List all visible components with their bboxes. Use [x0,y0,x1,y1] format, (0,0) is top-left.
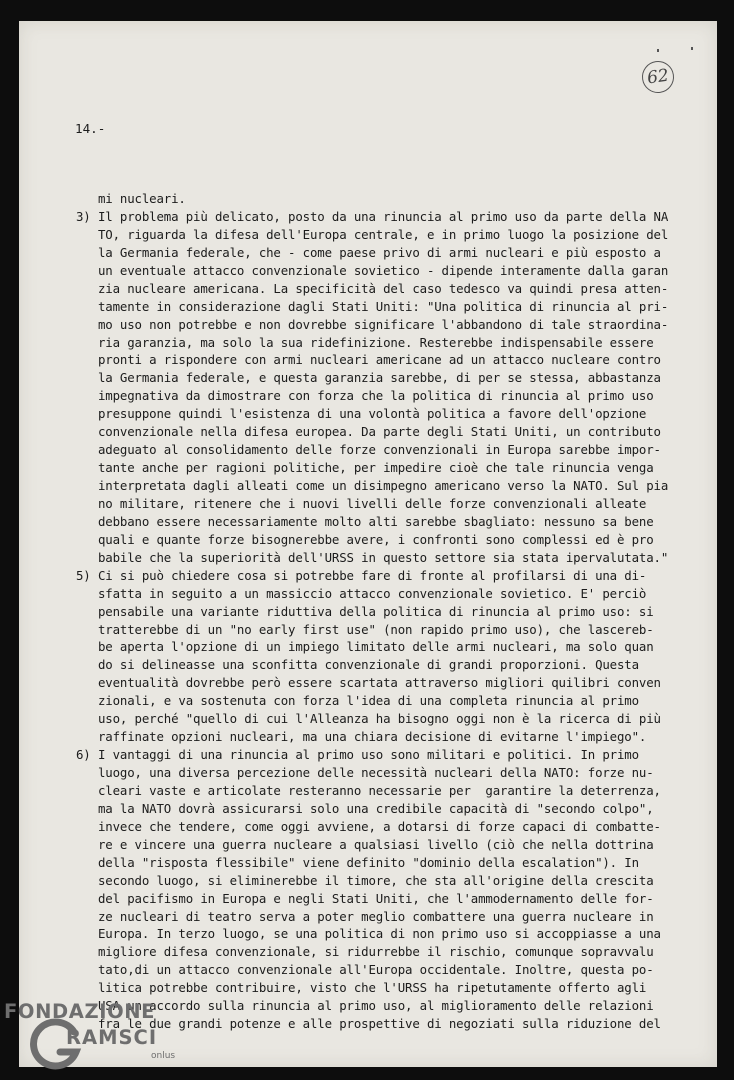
watermark-line-2: RAMSCI [66,1026,158,1049]
line-text: adeguato al consolidamento delle forze convenzionali in Europa sarebbe impor- [98,442,661,458]
line-text: la Germania federale, che - come paese privo di armi nucleari e più esposto a [98,244,661,260]
text-line [76,764,654,782]
text-line [76,638,654,656]
text-line [76,800,654,818]
archive-number-stamp: 62 [640,59,676,95]
text-line [76,908,654,926]
text-line [76,441,661,459]
text-line [76,226,669,244]
text-line [76,728,647,746]
text-line [76,746,639,764]
text-line [76,513,654,531]
text-line [76,423,661,441]
text-line [76,405,647,423]
line-text: cleari vaste e articolate resteranno necessarie per garantire la deterrenza, [98,782,661,798]
fondazione-gramsci-watermark [4,998,194,1078]
line-text: ma la NATO dovrà assicurarsi solo una credibile capacità di "secondo colpo", [98,800,654,816]
text-line [76,531,654,549]
line-text: fra le due grandi potenze e alle prospettive di negoziati sulla riduzione del [98,1016,661,1032]
line-text: TO, riguarda la difesa dell'Europa centrale, e in primo luogo la posizione del [98,226,669,242]
line-text: Ci si può chiedere cosa si potrebbe fare di fronte al profilarsi di una di- [98,567,647,583]
text-line [76,334,654,352]
text-line [76,387,654,405]
watermark-line-1: FONDAZIONE [4,1000,156,1023]
text-line [76,710,661,728]
text-line [76,585,647,603]
text-line [76,782,661,800]
paper-speck [657,49,659,52]
text-line [76,190,636,208]
text-line [76,656,639,674]
text-line [76,854,639,872]
line-text: tamente in considerazione dagli Stati Uniti: "Una politica di rinuncia al pri- [98,298,669,314]
line-text: no militare, ritenere che i nuovi livelli delle forze convenzionali alleate [98,495,647,511]
paragraph-number: 5) [76,567,91,583]
line-text: ze nucleari di teatro serva a poter meglio combattere una guerra nucleare in [98,908,654,924]
watermark-line-3: onlus [151,1051,176,1061]
line-text: do si delineasse una sconfitta convenzionale di grandi proporzioni. Questa [98,657,639,673]
text-line [76,836,654,854]
line-text: sfatta in seguito a un massiccio attacco convenzionale sovietico. E' perciò [98,585,647,601]
line-text: debbano essere necessariamente molto alti sarebbe sbagliato: nessuno sa bene [98,513,654,529]
text-line [76,477,669,495]
text-line [76,925,661,943]
line-text: tratterebbe di un "no early first use" (non rapido primo uso), che lascereb- [98,621,654,637]
line-text: litica potrebbe contribuire, visto che l'URSS ha ripetutamente offerto agli [98,980,647,996]
line-text: tato,di un attacco convenzionale all'Europa occidentale. Inoltre, questa po- [98,962,654,978]
line-text: Il problema più delicato, posto da una rinuncia al primo uso da parte della NA [98,208,669,224]
text-line [76,943,654,961]
line-text: be aperta l'opzione di un impiego limitato delle armi nucleari, ma solo quan [98,639,654,655]
text-line [76,818,661,836]
line-text: babile che la superiorità dell'URSS in questo settore sia stata ipervalutata." [98,549,669,565]
line-text: secondo luogo, si eliminerebbe il timore, che sta all'origine della crescita [98,872,654,888]
line-text: un eventuale attacco convenzionale sovietico - dipende interamente dalla garan [98,262,669,278]
line-text: uso, perché "quello di cui l'Alleanza ha bisogno oggi non è la ricerca di più [98,711,661,727]
line-text: zia nucleare americana. La specificità del caso tedesco va quindi presa atten- [98,280,669,296]
page-number: 14.- [75,121,106,136]
text-line [76,890,654,908]
document-body [76,190,669,1033]
paper-speck [691,47,693,50]
line-text: raffinate opzioni nucleari, ma una chiara decisione di evitarne l'impiego". [98,729,647,745]
paragraph-number: 6) [76,747,91,763]
text-line [76,961,654,979]
text-line [76,979,647,997]
line-text: impegnativa da dimostrare con forza che la politica di rinuncia al primo uso [98,388,654,404]
line-text: eventualità dovrebbe però essere scartata attraverso migliori quilibri conven [98,675,661,691]
text-line [76,351,661,369]
text-line [76,495,647,513]
paragraph-number: 3) [76,208,91,224]
text-line [76,692,639,710]
line-text: luogo, una diversa percezione delle necessità nucleari della NATO: forze nu- [98,765,654,780]
line-text: convenzionale nella difesa europea. Da parte degli Stati Uniti, un contributo [98,424,661,440]
line-text: Europa. In terzo luogo, se una politica di non primo uso si accoppiasse a una [98,926,661,942]
text-line [76,567,647,585]
line-text: zionali, e va sostenuta con forza l'idea di una completa rinuncia al primo [98,693,639,709]
text-line [76,459,654,477]
text-line [76,298,669,316]
line-text: interpretata dagli alleati come un disimpegno americano verso la NATO. Sul pia [98,478,669,493]
line-text: migliore difesa convenzionale, si ridurrebbe il rischio, comunque sopravvalu [98,944,654,960]
line-text: presuppone quindi l'esistenza di una volontà politica a favore dell'opzione [98,406,647,422]
text-line [76,549,669,567]
line-text: la Germania federale, e questa garanzia sarebbe, di per se stessa, abbastanza [98,370,661,386]
line-text: ria garanzia, ma solo la sua ridefinizione. Resterebbe indispensabile essere [98,334,654,350]
text-line [76,369,661,387]
line-text: I vantaggi di una rinuncia al primo uso sono militari e politici. In primo [98,747,639,763]
text-line [76,244,661,262]
line-text: del pacifismo in Europa e negli Stati Uniti, che l'ammodernamento delle for- [98,890,654,906]
text-line [76,208,669,226]
text-line [76,316,669,334]
line-text: mi nucleari. [98,191,186,206]
text-line [76,674,661,692]
line-text: USA un accordo sulla rinuncia al primo uso, al miglioramento delle relazioni [98,998,654,1014]
text-line [76,872,654,890]
line-text: pronti a rispondere con armi nucleari americane ad un attacco nucleare contro [98,352,661,368]
line-text: tante anche per ragioni politiche, per impedire cioè che tale rinuncia venga [98,460,654,476]
text-line [76,603,654,621]
line-text: pensabile una variante riduttiva della politica di rinuncia al primo uso: si [98,603,654,619]
line-text: invece che tendere, come oggi avviene, a dotarsi di forze capaci di combatte- [98,818,661,834]
line-text: della "risposta flessibile" viene definito "dominio della escalation"). In [98,854,639,870]
text-line [76,621,654,639]
line-text: mo uso non potrebbe e non dovrebbe significare l'abbandono di tale straordina- [98,316,669,332]
text-line [76,280,669,298]
text-line [76,262,669,280]
line-text: quali e quante forze bisognerebbe avere, i confronti sono complessi ed è pro [98,531,654,547]
line-text: re e vincere una guerra nucleare a qualsiasi livello (ciò che nella dottrina [98,836,654,852]
